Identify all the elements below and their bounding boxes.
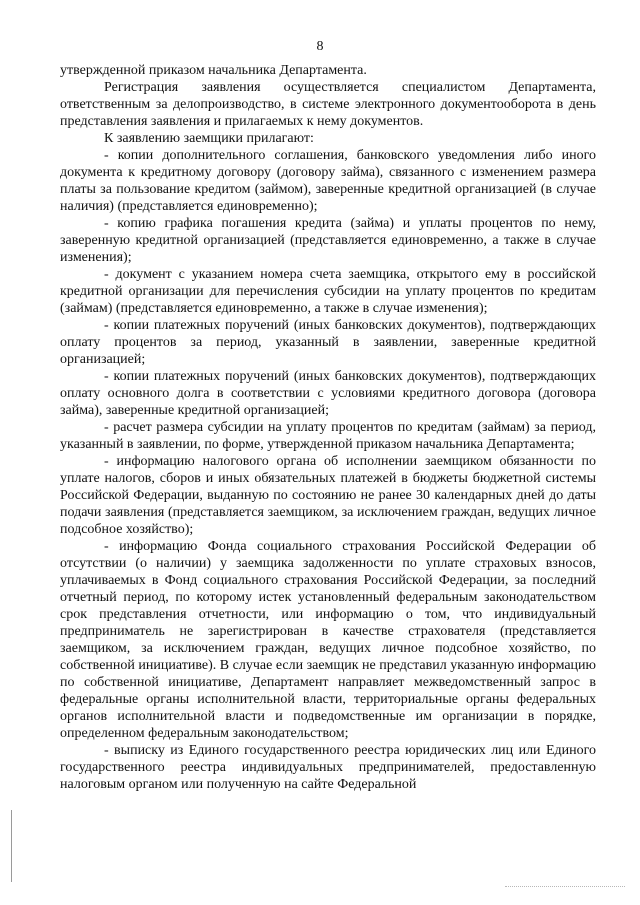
paragraph-continuation: утвержденной приказом начальника Департамента. [60,63,367,78]
list-item-social-insurance-info: - информацию Фонда социального страхования Российской Федерации об отсутствии (о наличии) у заемщика задолженности по уплате страховых взносов, уплачиваемых в Фонд социального страхования Российской Федерации, за последний отчетный период, по которому истек установленный федеральным законодательством срок представления отчетности, или информацию о том, что индивидуальный предприниматель не зарегистрирован в качестве страхователя (представляется заемщиком, за исключением граждан, ведущих личное подсобное хозяйство, по собственной инициативе). В случае если заемщик не представил указанную информацию по собственной инициативе, Департамент направляет межведомственный запрос в федеральные органы исполнительной власти, территориальные органы федеральных органов исполнительной власти и подведомственные им организации в порядке, определенном федеральным законодательством; [60,539,596,741]
scan-footer-mark [505,886,625,888]
paragraph-registration: Регистрация заявления осуществляется специалистом Департамента, ответственным за делопроизводство, в системе электронного документооборота в день представления заявления и прилагаемых к нему документов. [60,80,596,129]
list-item-tax-authority-info: - информацию налогового органа об исполнении заемщиком обязанности по уплате налогов, сборов и иных обязательных платежей в бюджеты бюджетной системы Российской Федерации, выданную по состоянию не ранее 30 календарных дней до даты подачи заявления (представляется заемщиком, за исключением граждан, ведущих личное подсобное хозяйство); [60,454,596,537]
list-item-account-document: - документ с указанием номера счета заемщика, открытого ему в российской кредитной организации для перечисления субсидии на уплату процентов по кредитам (займам) (представляется единовременно, а также в случае изменения); [60,267,596,316]
list-item-subsidy-calculation: - расчет размера субсидии на уплату процентов по кредитам (займам) за период, указанный в заявлении, по форме, утвержденной приказом начальника Департамента; [60,420,596,452]
body-text [60,62,596,793]
list-item-interest-payment-orders: - копии платежных поручений (иных банковских документов), подтверждающих оплату процентов за период, указанный в заявлении, заверенные кредитной организацией; [60,318,596,367]
list-item-principal-payment-orders: - копии платежных поручений (иных банковских документов), подтверждающих оплату основного долга в соответствии с условиями кредитного договора (договора займа), заверенные кредитной организацией; [60,369,596,418]
list-item-repayment-schedule: - копию графика погашения кредита (займа) и уплаты процентов по нему, заверенную кредитной организацией (представляется единовременно, а также в случае изменения); [60,216,596,265]
scan-margin-line [11,810,12,882]
list-item-agreement-copies: - копии дополнительного соглашения, банковского уведомления либо иного документа к кредитному договору (договору займа), связанного с изменением размера платы за пользование кредитом (займом), заверенные кредитной организацией (в случае наличия) (представляется единовременно); [60,148,596,214]
list-item-state-register-extract: - выписку из Единого государственного реестра юридических лиц или Единого государственного реестра индивидуальных предпринимателей, предоставленную налоговым органом или полученную на сайте Федеральной [60,743,596,792]
page-number: 8 [316,39,324,54]
paragraph-attachments-intro: К заявлению заемщики прилагают: [104,131,314,146]
